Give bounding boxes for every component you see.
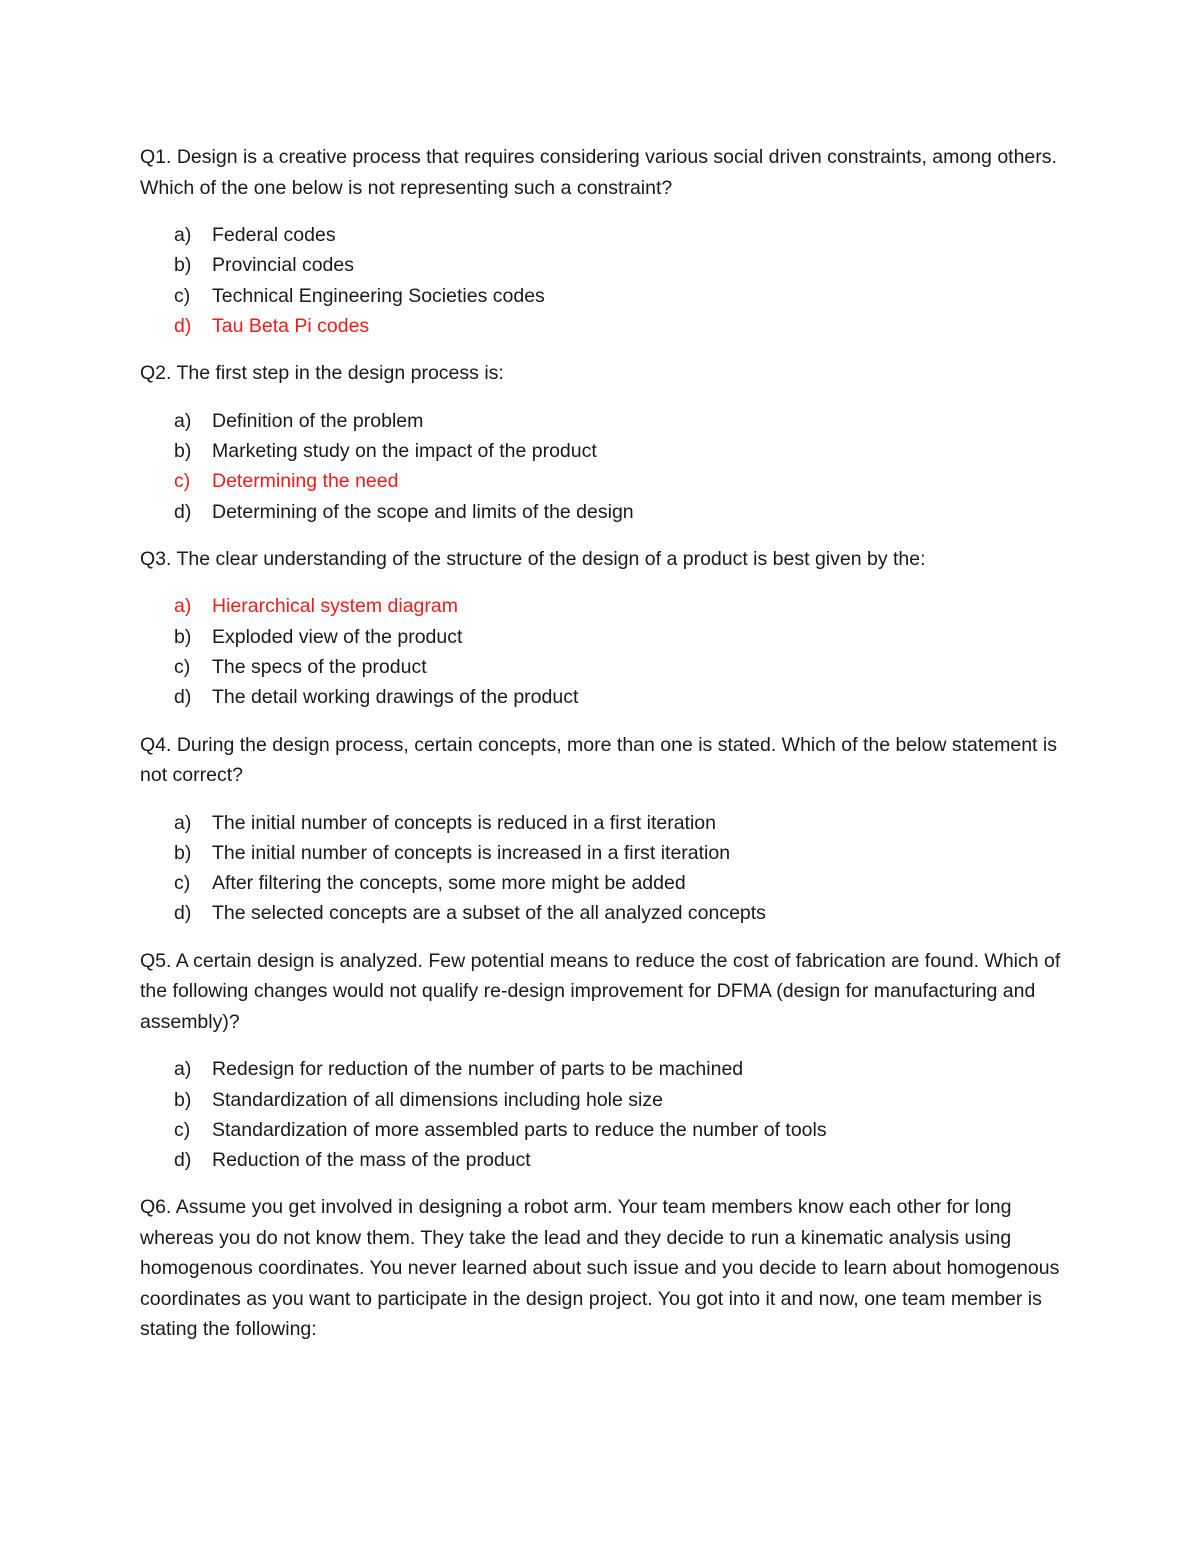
option-list	[140, 808, 1070, 929]
question-4	[140, 730, 1070, 929]
option-a: a) Federal codes	[174, 224, 336, 246]
question-5	[140, 946, 1070, 1176]
option-c: c) Technical Engineering Societies codes	[174, 284, 545, 307]
option-d-answer: d) Tau Beta Pi codes	[174, 314, 370, 337]
option-a: a) Redesign for reduction of the number of parts to be machined	[174, 1058, 744, 1081]
question-text: Q6. Assume you get involved in designing a robot arm. Your team members know each other for long whereas you do not know them. They take the lead and they decide to run a kinematic analysis using homogenous coordinates. You never learned about such issue and you decide to learn about homogenous coordinates as you want to participate in the design project. You got into it and now, one team member is stating the following:	[140, 1196, 1060, 1341]
question-6	[140, 1192, 1070, 1345]
option-list	[140, 591, 1070, 712]
option-b: b) Marketing study on the impact of the product	[174, 439, 597, 462]
option-b: b) The initial number of concepts is increased in a first iteration	[174, 841, 731, 864]
question-text: Q4. During the design process, certain concepts, more than one is stated. Which of the below statement is not correct?	[140, 733, 1057, 787]
option-list	[140, 1054, 1070, 1175]
option-c-answer: c) Determining the need	[174, 470, 399, 493]
option-c: c) Standardization of more assembled parts to reduce the number of tools	[174, 1118, 827, 1141]
question-text: Q2. The first step in the design process is:	[140, 362, 504, 385]
option-c: c) After filtering the concepts, some more might be added	[174, 872, 686, 895]
option-c: c) The specs of the product	[174, 655, 427, 678]
option-d: d) The selected concepts are a subset of the all analyzed concepts	[174, 902, 766, 925]
option-b: b) Exploded view of the product	[174, 625, 463, 648]
option-b: b) Standardization of all dimensions including hole size	[174, 1088, 663, 1111]
question-3	[140, 544, 1070, 713]
option-a: a) Definition of the problem	[174, 409, 424, 432]
question-2	[140, 358, 1070, 527]
option-d: d) Reduction of the mass of the product	[174, 1149, 531, 1172]
option-b: b) Provincial codes	[174, 254, 354, 277]
option-a-answer: a) Hierarchical system diagram	[174, 595, 458, 618]
question-text: Q1. Design is a creative process that requires considering various social driven constraints, among others. Which of the one below is not representing such a constraint?	[140, 146, 1057, 199]
option-d: d) The detail working drawings of the product	[174, 686, 579, 709]
option-a: a) The initial number of concepts is reduced in a first iteration	[174, 811, 717, 834]
question-text: Q3. The clear understanding of the structure of the design of a product is best given by the:	[140, 547, 926, 570]
document-page	[140, 142, 1070, 1345]
option-d: d) Determining of the scope and limits of the design	[174, 500, 634, 523]
question-1	[140, 142, 1070, 341]
option-list	[140, 406, 1070, 527]
question-text: Q5. A certain design is analyzed. Few potential means to reduce the cost of fabrication are found. Which of the following changes would not qualify re-design improvement for DFMA (design for manufacturing and assembly)?	[140, 949, 1061, 1033]
option-list	[140, 220, 1070, 341]
